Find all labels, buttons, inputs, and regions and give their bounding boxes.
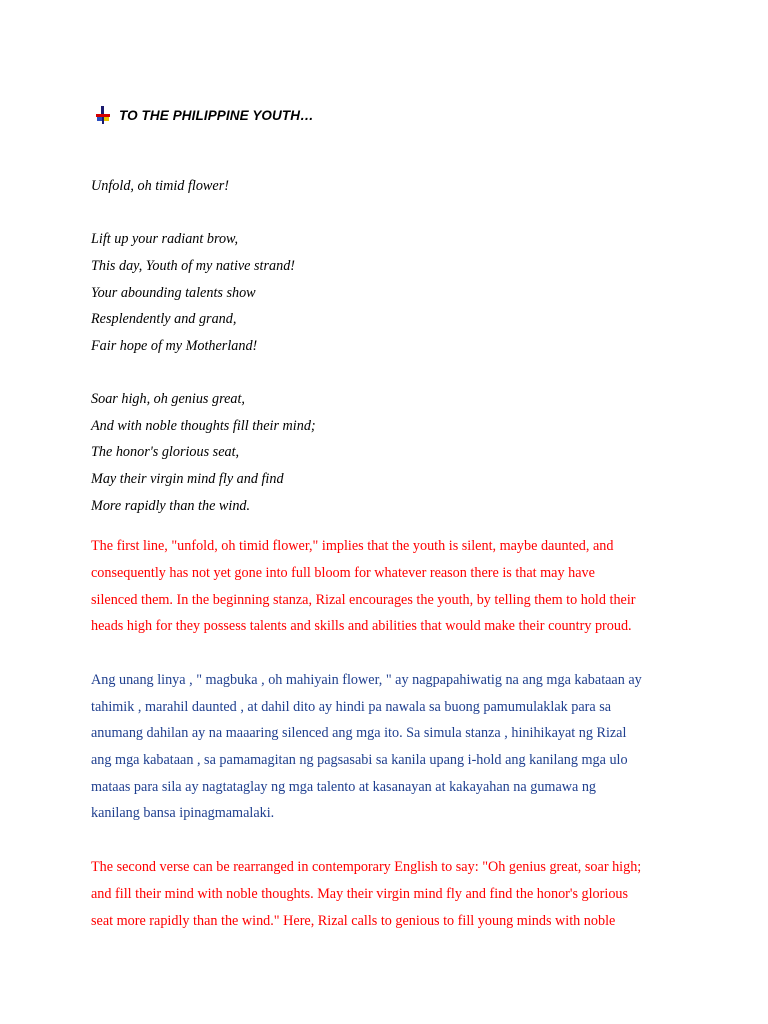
bullet-pin-icon [95,106,111,124]
poem-line: Fair hope of my Motherland! [91,338,258,354]
poem-line: Unfold, oh timid flower! [91,178,229,194]
translation-line: mataas para sila ay nagtataglay ng mga talento at kasanayan at kakayahan na gumawa ng [91,779,597,795]
poem-line: The honor's glorious seat, [91,444,240,460]
poem-line: Resplendently and grand, [91,311,237,327]
translation-line: Ang unang linya , " magbuka , oh mahiyain flower, " ay nagpapahiwatig na ang mga kabataan ay [91,672,642,688]
commentary-line: and fill their mind with noble thoughts. May their virgin mind fly and find the honor's glorious [91,886,629,902]
translation-line: kanilang bansa ipinagmamalaki. [91,805,275,821]
translation-line: ang mga kabataan , sa pamamagitan ng pagsasabi sa kanila upang i-hold ang kanilang mga ulo [91,752,628,768]
poem-line: May their virgin mind fly and find [91,471,284,487]
commentary-line: heads high for they possess talents and skills and abilities that would make their country proud. [91,618,632,634]
poem-line: This day, Youth of my native strand! [91,258,296,274]
poem-line: Your abounding talents show [91,285,256,301]
commentary-line: The first line, "unfold, oh timid flower," implies that the youth is silent, maybe daunted, and [91,538,614,554]
poem-line: Lift up your radiant brow, [91,231,239,247]
page-title: TO THE PHILIPPINE YOUTH… [119,107,314,123]
poem-line: And with noble thoughts fill their mind; [91,418,316,434]
poem-line: More rapidly than the wind. [91,498,251,514]
commentary-line: seat more rapidly than the wind." Here, Rizal calls to genious to fill young minds with noble [91,913,616,929]
commentary-line: The second verse can be rearranged in contemporary English to say: "Oh genius great, soar high; [91,859,642,875]
section-heading [95,106,314,124]
commentary-line: consequently has not yet gone into full bloom for whatever reason there is that may have [91,565,595,581]
translation-line: anumang dahilan ay na maaaring silenced ang mga ito. Sa simula stanza , hinihikayat ng Rizal [91,725,627,741]
translation-line: tahimik , marahil daunted , at dahil dito ay hindi pa nawala sa buong pamumulaklak para sa [91,699,612,715]
poem-line: Soar high, oh genius great, [91,391,245,407]
commentary-line: silenced them. In the beginning stanza, Rizal encourages the youth, by telling them to hold their [91,592,636,608]
